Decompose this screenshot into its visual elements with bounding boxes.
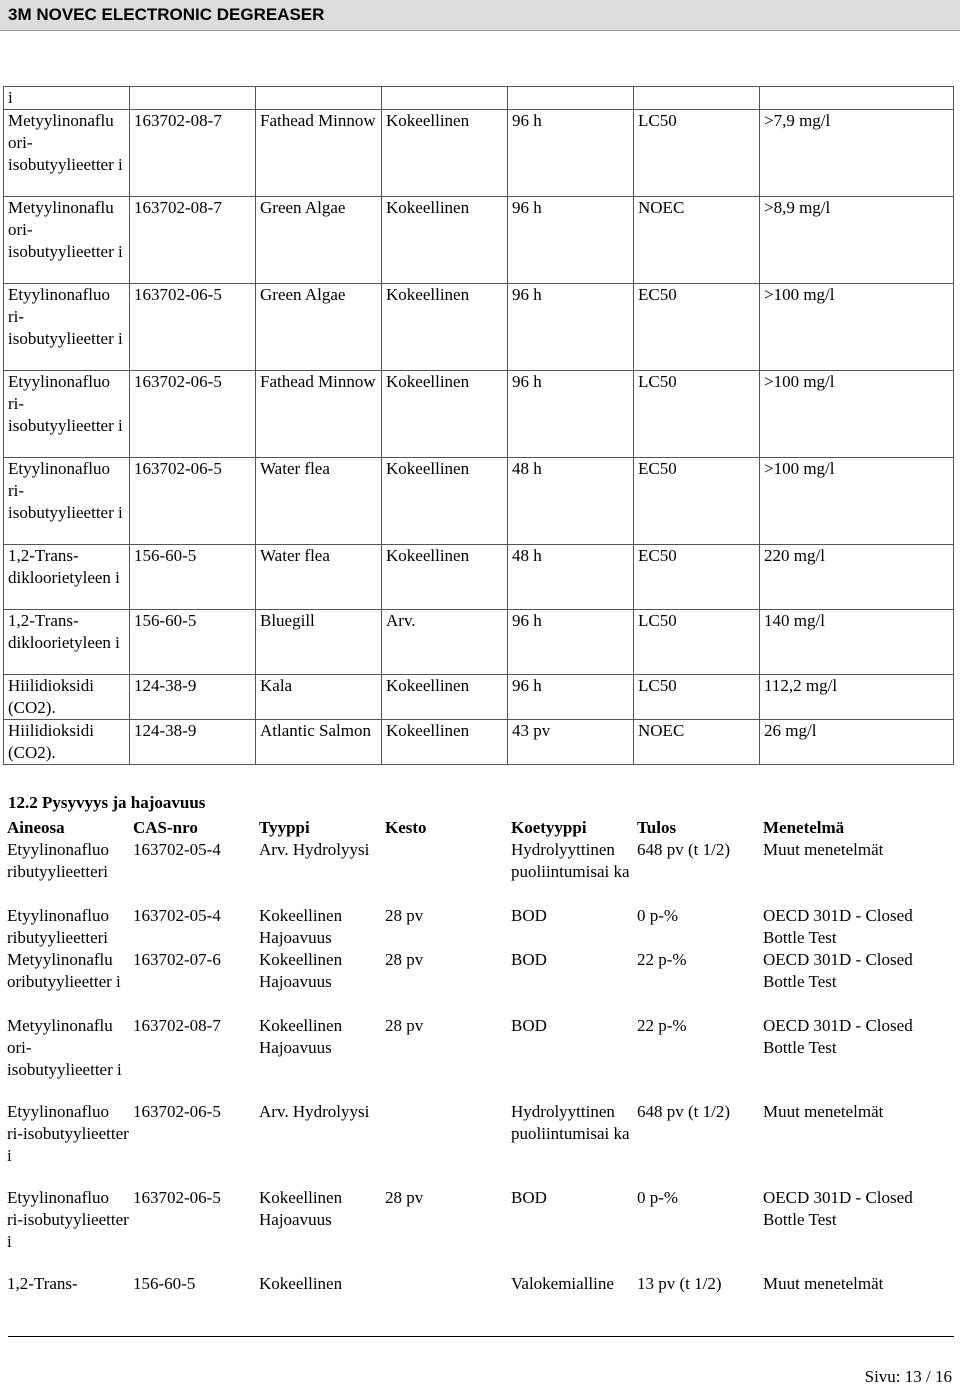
species-cell: Fathead Minnow [256, 371, 382, 458]
test-type-cell: BOD [511, 1016, 547, 1035]
substance-cell: Etyylinonafluo ri-isobutyylieetter i [4, 458, 130, 545]
duration-cell: 96 h [508, 675, 634, 720]
substance-cell: 1,2-Trans-dikloorietyleen i [4, 545, 130, 610]
substance-cell: Hiilidioksidi (CO2). [4, 720, 130, 765]
cas-cell: 163702-08-7 [133, 1016, 221, 1035]
cas-cell: 163702-05-4 [133, 840, 221, 859]
test-type-cell: Kokeellinen [382, 545, 508, 610]
endpoint-cell: NOEC [634, 720, 760, 765]
substance-cell: Metyylinonaflu ori-isobutyylieetter i [4, 197, 130, 284]
duration-cell: 96 h [508, 197, 634, 284]
duration-cell [381, 1273, 507, 1295]
column-header: Tyyppi [259, 818, 310, 837]
test-type-cell [382, 87, 508, 110]
endpoint-cell: LC50 [634, 110, 760, 197]
test-type-cell: Arv. [382, 610, 508, 675]
species-cell: Kala [256, 675, 382, 720]
table-row [4, 197, 954, 284]
table-row [4, 87, 954, 110]
table-row [3, 839, 953, 905]
endpoint-cell: EC50 [634, 284, 760, 371]
duration-cell: 96 h [508, 110, 634, 197]
value-cell: >100 mg/l [760, 371, 954, 458]
cas-cell: 156-60-5 [133, 1274, 196, 1293]
test-type-cell: BOD [511, 950, 547, 969]
substance-cell: Etyylinonafluo ributyylieetteri [7, 840, 109, 881]
cas-cell [130, 87, 256, 110]
type-cell: Kokeellinen Hajoavuus [259, 1016, 343, 1057]
species-cell: Water flea [256, 458, 382, 545]
table-row [4, 458, 954, 545]
table-row [3, 905, 953, 949]
duration-cell: 96 h [508, 284, 634, 371]
cas-cell: 163702-06-5 [133, 1188, 221, 1207]
endpoint-cell: EC50 [634, 545, 760, 610]
substance-cell: Etyylinonafluo ri-isobutyylieetter i [7, 1102, 129, 1165]
test-type-cell: Kokeellinen [382, 458, 508, 545]
duration-cell: 28 pv [385, 1016, 424, 1035]
table-header-row [3, 817, 953, 839]
type-cell: Kokeellinen [259, 1274, 343, 1293]
value-cell: >100 mg/l [760, 458, 954, 545]
test-type-cell: BOD [511, 1188, 547, 1207]
substance-cell: Etyylinonafluo ri-isobutyylieetter i [7, 1188, 129, 1251]
test-type-cell: Hydrolyyttinen puoliintumisai ka [511, 840, 630, 881]
document-header [0, 0, 960, 31]
footer-divider [8, 1336, 954, 1337]
duration-cell: 48 h [508, 545, 634, 610]
table-row [4, 545, 954, 610]
column-header: Menetelmä [763, 818, 845, 837]
result-cell: 22 p-% [637, 950, 687, 969]
column-header: Koetyyppi [511, 818, 587, 837]
duration-cell: 28 pv [385, 950, 424, 969]
table-row [3, 1273, 953, 1295]
substance-cell: Etyylinonafluo ri-isobutyylieetter i [4, 284, 130, 371]
test-type-cell: Kokeellinen [382, 110, 508, 197]
endpoint-cell [634, 87, 760, 110]
cas-cell: 163702-08-7 [130, 197, 256, 284]
value-cell [760, 87, 954, 110]
type-cell: Arv. Hydrolyysi [259, 1102, 370, 1121]
type-cell: Kokeellinen Hajoavuus [259, 950, 343, 991]
duration-cell: 96 h [508, 610, 634, 675]
value-cell: 112,2 mg/l [760, 675, 954, 720]
table-row [3, 949, 953, 1015]
column-header: Aineosa [7, 818, 65, 837]
test-type-cell: Kokeellinen [382, 720, 508, 765]
table-row [4, 371, 954, 458]
method-cell: OECD 301D - Closed Bottle Test [763, 1188, 913, 1229]
degradability-table [3, 817, 953, 1295]
cas-cell: 163702-06-5 [130, 371, 256, 458]
cas-cell: 163702-06-5 [130, 284, 256, 371]
duration-cell [381, 1101, 507, 1187]
table-row [4, 610, 954, 675]
type-cell: Kokeellinen Hajoavuus [259, 906, 343, 947]
method-cell: OECD 301D - Closed Bottle Test [763, 950, 913, 991]
table-row [4, 675, 954, 720]
result-cell: 0 p-% [637, 906, 679, 925]
column-header: Kesto [385, 818, 427, 837]
type-cell: Kokeellinen Hajoavuus [259, 1188, 343, 1229]
species-cell: Fathead Minnow [256, 110, 382, 197]
test-type-cell: Kokeellinen [382, 371, 508, 458]
result-cell: 648 pv (t 1/2) [637, 1102, 731, 1121]
document-title: 3M NOVEC ELECTRONIC DEGREASER [8, 5, 325, 24]
cas-cell: 156-60-5 [130, 545, 256, 610]
value-cell: >8,9 mg/l [760, 197, 954, 284]
substance-cell: Metyylinonaflu ori-isobutyylieetter i [7, 1016, 122, 1079]
value-cell: 26 mg/l [760, 720, 954, 765]
substance-cell: 1,2-Trans- [7, 1274, 78, 1293]
table-row [4, 720, 954, 765]
column-header: CAS-nro [133, 818, 198, 837]
result-cell: 22 p-% [637, 1016, 687, 1035]
endpoint-cell: LC50 [634, 610, 760, 675]
species-cell: Green Algae [256, 284, 382, 371]
test-type-cell: BOD [511, 906, 547, 925]
table-row [3, 1187, 953, 1273]
result-cell: 13 pv (t 1/2) [637, 1274, 722, 1293]
table-row [4, 284, 954, 371]
cas-cell: 163702-06-5 [130, 458, 256, 545]
ecotoxicity-table [3, 86, 954, 765]
table-row [3, 1101, 953, 1187]
table-row [3, 1015, 953, 1101]
page-number: Sivu: 13 / 16 [864, 1367, 952, 1386]
species-cell: Water flea [256, 545, 382, 610]
cas-cell: 163702-07-6 [133, 950, 221, 969]
cas-cell: 163702-08-7 [130, 110, 256, 197]
substance-cell: Metyylinonaflu ori-isobutyylieetter i [4, 110, 130, 197]
method-cell: Muut menetelmät [763, 840, 884, 859]
cas-cell: 124-38-9 [130, 720, 256, 765]
method-cell: Muut menetelmät [763, 1102, 884, 1121]
result-cell: 648 pv (t 1/2) [637, 840, 731, 859]
value-cell: >100 mg/l [760, 284, 954, 371]
substance-cell: Etyylinonafluo ributyylieetteri [7, 906, 109, 947]
duration-cell [381, 839, 507, 905]
substance-cell: Hiilidioksidi (CO2). [4, 675, 130, 720]
substance-cell: Etyylinonafluo ri-isobutyylieetter i [4, 371, 130, 458]
species-cell: Atlantic Salmon [256, 720, 382, 765]
species-cell: Bluegill [256, 610, 382, 675]
type-cell: Arv. Hydrolyysi [259, 840, 370, 859]
test-type-cell: Kokeellinen [382, 284, 508, 371]
endpoint-cell: LC50 [634, 371, 760, 458]
duration-cell: 96 h [508, 371, 634, 458]
section-title: 12.2 Pysyvyys ja hajoavuus [8, 793, 206, 812]
test-type-cell: Kokeellinen [382, 197, 508, 284]
duration-cell: 28 pv [385, 1188, 424, 1207]
endpoint-cell: EC50 [634, 458, 760, 545]
cas-cell: 163702-05-4 [133, 906, 221, 925]
method-cell: OECD 301D - Closed Bottle Test [763, 1016, 913, 1057]
test-type-cell: Valokemialline [511, 1274, 614, 1293]
species-cell [256, 87, 382, 110]
result-cell: 0 p-% [637, 1188, 679, 1207]
cas-cell: 156-60-5 [130, 610, 256, 675]
value-cell: 220 mg/l [760, 545, 954, 610]
endpoint-cell: LC50 [634, 675, 760, 720]
duration-cell: 43 pv [508, 720, 634, 765]
column-header: Tulos [637, 818, 677, 837]
duration-cell [508, 87, 634, 110]
substance-cell: i [4, 87, 130, 110]
duration-cell: 48 h [508, 458, 634, 545]
endpoint-cell: NOEC [634, 197, 760, 284]
substance-cell: Metyylinonaflu oributyylieetter i [7, 950, 121, 991]
method-cell: Muut menetelmät [763, 1274, 884, 1293]
cas-cell: 124-38-9 [130, 675, 256, 720]
test-type-cell: Kokeellinen [382, 675, 508, 720]
test-type-cell: Hydrolyyttinen puoliintumisai ka [511, 1102, 630, 1143]
value-cell: 140 mg/l [760, 610, 954, 675]
substance-cell: 1,2-Trans-dikloorietyleen i [4, 610, 130, 675]
value-cell: >7,9 mg/l [760, 110, 954, 197]
method-cell: OECD 301D - Closed Bottle Test [763, 906, 913, 947]
species-cell: Green Algae [256, 197, 382, 284]
cas-cell: 163702-06-5 [133, 1102, 221, 1121]
table-row [4, 110, 954, 197]
duration-cell: 28 pv [385, 906, 424, 925]
